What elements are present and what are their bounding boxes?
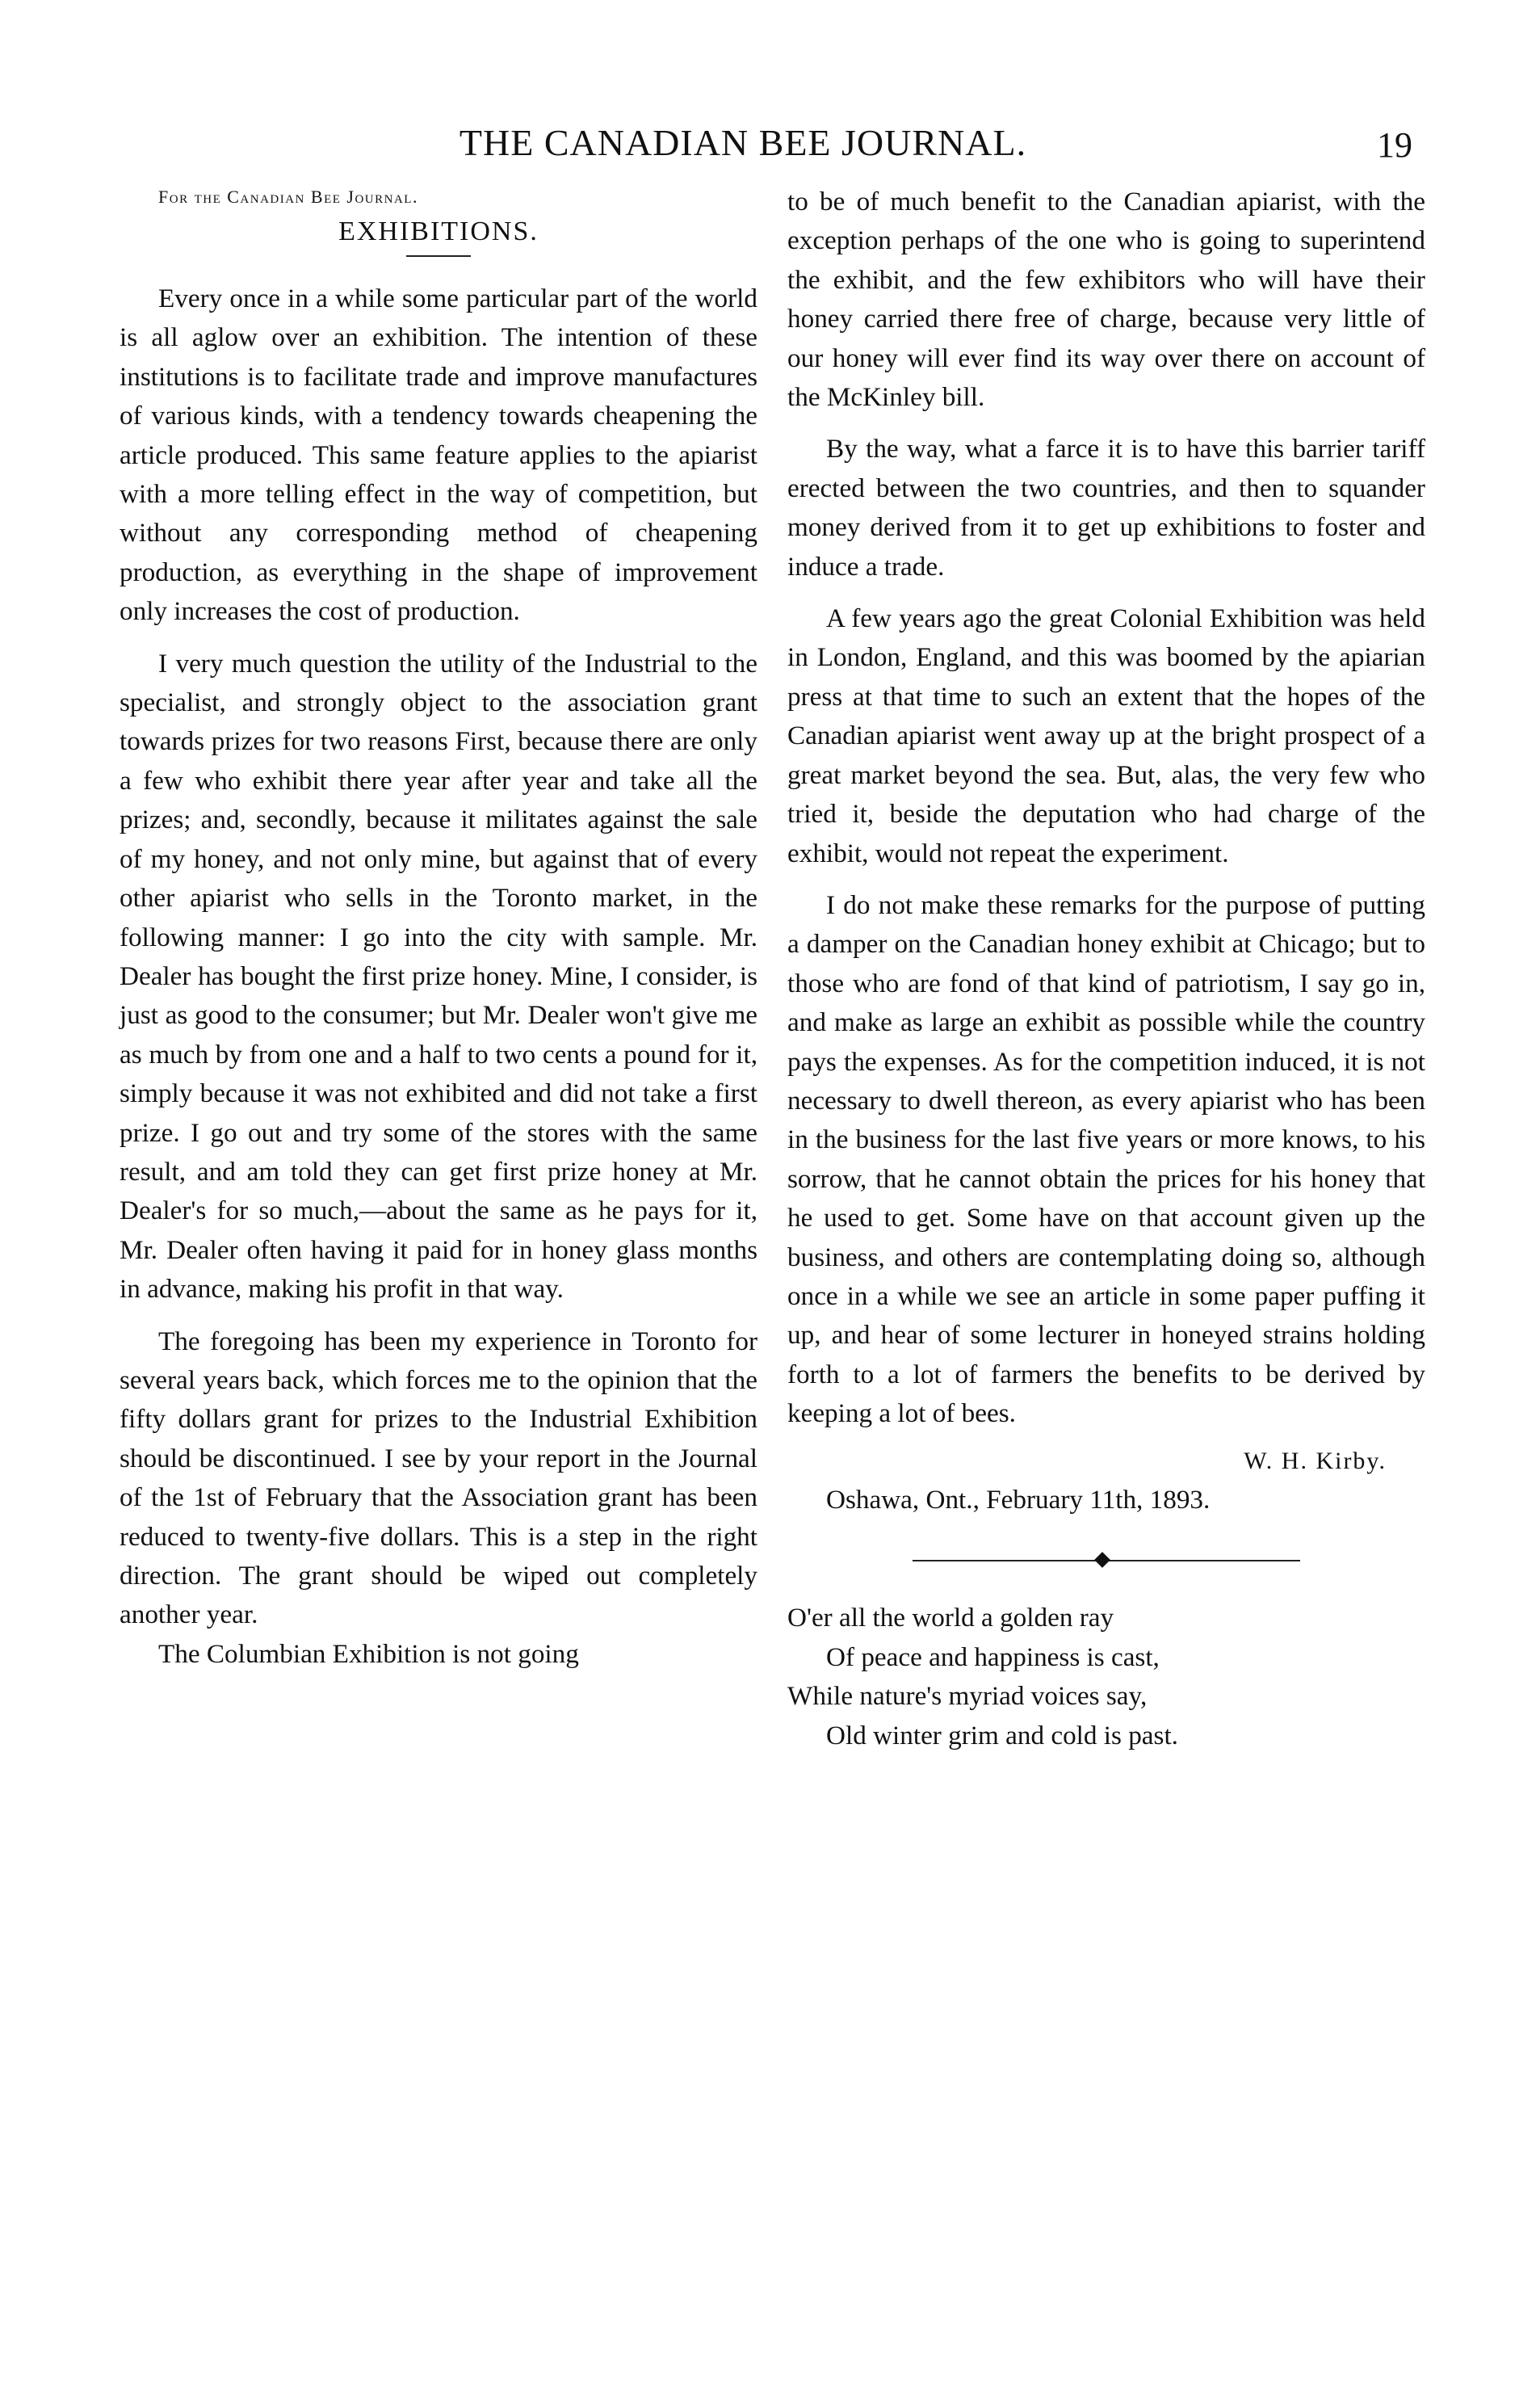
paragraph: The Columbian Exhibition is not going [158,1638,579,1669]
paragraph: By the way, what a farce it is to have this barrier tariff erected between the two countries, and then to squander money derived from it to get up exhibitions to foster and induce a trade. [787,434,1425,582]
poem-line: Old winter grim and cold is past. [826,1720,1178,1750]
ornamental-rule [913,1552,1300,1570]
poem-line: Of peace and happiness is cast, [826,1641,1160,1672]
source-line: For the Canadian Bee Journal. [158,187,418,207]
journal-title: THE CANADIAN BEE JOURNAL. [459,122,1027,163]
paragraph: The foregoing has been my experience in Toronto for several years back, which forces me to the opinion that the fifty dollars grant for prizes to the Industrial Exhibition should be discontinued. I see by your report in the Journal of the 1st of February that the Association grant has been reduced to twenty-five dollars. This is a step in the right direction. The grant should be wiped out completely another year. [120,1326,757,1630]
dateline: Oshawa, Ont., February 11th, 1893. [826,1485,1211,1515]
title-rule [406,255,471,257]
article-title: EXHIBITIONS. [338,216,539,246]
paragraph: to be of much benefit to the Canadian apiarist, with the exception perhaps of the one who is going to superintend the exhibit, and the few exhibitors who will have their honey carried there free of charge, because very little of our honey will ever find its way over there on account of the McKinley bill. [787,187,1425,413]
right-column [787,183,1425,1755]
paragraph: I do not make these remarks for the purpose of putting a damper on the Canadian honey exhibit at Chicago; but to those who are fond of that kind of patriotism, I say go in, and make as large an exhibit as possible while the country pays the expenses. As for the competition induced, it is not necessary to dwell thereon, as every apiarist who has been in the business for the last five years or more knows, to his sorrow, that he cannot obtain the prices for his honey that he used to get. Some have on that account given up the business, and others are contemplating doing so, although once in a while we see an article in some paper puffing it up, and hear of some lecturer in honeyed strains holding forth to a lot of farmers the benefits to be derived by keeping a lot of bees. [787,889,1425,1429]
page-number: 19 [1377,125,1412,165]
paragraph: I very much question the utility of the Industrial to the specialist, and strongly object to the association grant towards prizes for two reasons First, because there are only a few who exhibit there year after year and take all the prizes; and, secondly, because it militates against the sale of my honey, and not only mine, but against that of every other apiarist who sells in the Toronto market, in the following manner: I go into the city with sample. Mr. Dealer has bought the first prize honey. Mine, I consider, is just as good to the consumer; but Mr. Dealer won't give me as much by from one and a half to two cents a pound for it, simply because it was not exhibited and did not take a first prize. I go out and try some of the stores with the same result, and am told they can get first prize honey at Mr. Dealer's for so much,—about the same as he pays for it, Mr. Dealer often having it paid for in honey glass months in advance, making his profit in that way. [120,648,757,1305]
paragraph: Every once in a while some particular part of the world is all aglow over an exhibition. The intention of these institutions is to facilitate trade and improve manufactures of various kinds, with a tendency towards cheapening the article produced. This same feature applies to the apiarist with a more telling effect in the way of competition, but without any corresponding method of cheapening production, as everything in the shape of improvement only increases the cost of production. [120,284,757,627]
author-signature: W. H. Kirby. [1244,1447,1387,1474]
running-head [0,121,1540,170]
diamond-ornament [1094,1553,1110,1569]
poem [787,1599,1425,1755]
paragraph: A few years ago the great Colonial Exhibition was held in London, England, and this was boomed by the apiarian press at that time to such an extent that the hopes of the Canadian apiarist went away up at the bright prospect of a great market beyond the sea. But, alas, the very few who tried it, beside the deputation who had charge of the exhibit, would not repeat the experiment. [787,603,1425,868]
poem-line: While nature's myriad voices say, [787,1681,1148,1712]
left-column [120,183,757,1674]
poem-line: O'er all the world a golden ray [787,1603,1114,1633]
